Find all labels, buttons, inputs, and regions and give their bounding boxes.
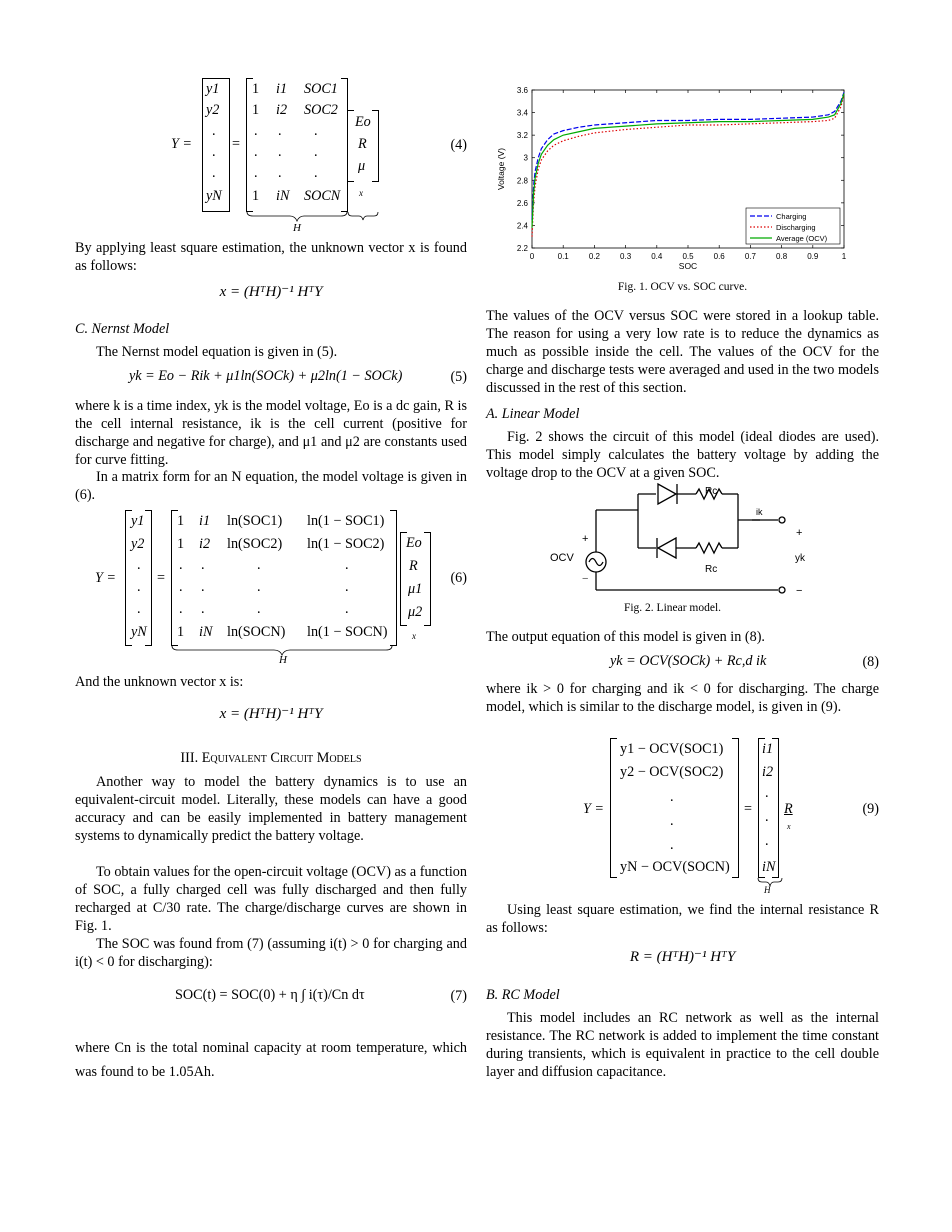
eq6-h-cell: . xyxy=(257,557,261,573)
y-tick-label: 3 xyxy=(523,153,528,163)
eq9-lhs: Y = xyxy=(583,801,605,817)
para-nernst: The Nernst model equation is given in (5). xyxy=(96,344,338,360)
equation-x-solution-2: x = (HᵀH)⁻¹ HᵀY xyxy=(219,706,323,722)
equation-8: yk = OCV(SOCk) + Rc,d ik xyxy=(610,653,767,669)
resistor-rd xyxy=(696,543,722,553)
eq6-h-cell: . xyxy=(201,557,205,573)
eq4-h-cell: . xyxy=(254,165,258,181)
x-tick-label: 1 xyxy=(841,252,847,261)
x-tick-label: 0.5 xyxy=(682,252,694,261)
terminal-top xyxy=(779,517,785,523)
eq9-h: . xyxy=(765,809,769,825)
equation-4 xyxy=(75,78,467,234)
label-plus-source: + xyxy=(582,533,589,545)
eq6-x-bracket-right xyxy=(424,532,431,626)
eq4-h-cell: 1 xyxy=(252,81,260,97)
eq6-h-cell: ln(1 − SOCN) xyxy=(307,624,388,640)
eq6-h-cell: . xyxy=(201,579,205,595)
eq8-number: (8) xyxy=(862,654,879,670)
label-ocv: OCV xyxy=(550,552,574,564)
para-ecm-intro: Another way to model the battery dynamics is to use an equivalent-circuit model. Literally, these models can have a good accuracy and can be easily implemented in battery management systems to dynamically predict the battery voltage. xyxy=(75,774,467,844)
fig1-ocv-soc-chart xyxy=(494,82,854,276)
eq6-h-cell: i1 xyxy=(199,513,211,529)
eq6-h-cell: . xyxy=(179,557,183,573)
fig2-linear-model-circuit xyxy=(546,482,816,600)
equation-7: SOC(t) = SOC(0) + η ∫ i(τ)/Cn dτ xyxy=(175,987,365,1003)
eq6-x: μ1 xyxy=(408,581,423,597)
x-axis-label: SOC xyxy=(678,261,698,271)
eq4-h-cell: . xyxy=(278,123,282,139)
eq9-y: . xyxy=(670,837,674,853)
fig1-caption: Fig. 1. OCV vs. SOC curve. xyxy=(617,281,748,293)
eq4-under-x: x xyxy=(359,188,363,198)
para-output-equation: The output equation of this model is given in (8). xyxy=(486,629,765,645)
eq6-y: . xyxy=(137,601,141,617)
eq9-y-bracket-left xyxy=(610,738,617,878)
eq9-h: i1 xyxy=(762,741,774,757)
eq4-y: yN xyxy=(206,188,222,204)
eq6-equals: = xyxy=(157,570,166,586)
eq4-number: (4) xyxy=(450,137,467,153)
legend-entry: Average (OCV) xyxy=(776,234,828,243)
eq4-h-cell: . xyxy=(254,144,258,160)
x-tick-label: 0.6 xyxy=(713,252,725,261)
eq4-x: μ xyxy=(358,158,366,174)
label-yk: yk xyxy=(795,553,805,564)
eq9-h: iN xyxy=(762,859,776,875)
eq6-h-cell: iN xyxy=(199,624,213,640)
label-rc: Rc xyxy=(705,486,718,497)
eq4-x: Eo xyxy=(355,114,371,130)
eq6-x: R xyxy=(409,558,418,574)
label-rd: Rc xyxy=(705,564,718,575)
eq4-lhs: Y = xyxy=(171,136,193,152)
legend-entry: Charging xyxy=(776,212,807,221)
eq4-h-cell: . xyxy=(314,165,318,181)
para-rc-model: This model includes an RC network as well as the internal resistance. The RC network is added to implement the time constant during transients, which is equivalent in practice to the cell double layer and diffusion capacitance. xyxy=(486,1010,879,1080)
y-tick-label: 3.4 xyxy=(516,108,528,118)
eq4-h-cell: i1 xyxy=(276,81,288,97)
ocv-source-wave xyxy=(589,559,603,566)
eq6-h-cell: i2 xyxy=(199,536,211,552)
eq4-h-cell: SOC2 xyxy=(304,102,338,118)
eq4-x-bracket-left xyxy=(347,110,354,182)
x-tick-label: 0.7 xyxy=(744,252,756,261)
x-tick-label: 0.2 xyxy=(588,252,600,261)
para-unknown-vector: And the unknown vector x is: xyxy=(75,674,244,690)
label-ik: ik xyxy=(756,507,763,517)
eq4-y: . xyxy=(212,165,216,181)
para-ik-charging: where ik > 0 for charging and ik < 0 for discharging. The charge model, which is similar to the discharge model, is given in (9). xyxy=(486,681,879,715)
eq9-y-bracket-right xyxy=(732,738,739,878)
x-tick-label: 0.8 xyxy=(776,252,788,261)
equation-9 xyxy=(486,738,879,898)
eq6-h-cell: ln(SOC1) xyxy=(227,513,283,529)
y-axis-label: Voltage (V) xyxy=(496,147,506,191)
eq4-x: R xyxy=(358,136,367,152)
eq4-h-cell: . xyxy=(314,123,318,139)
diode-bottom xyxy=(658,538,676,558)
eq4-under-h: H xyxy=(293,222,301,234)
eq4-h-cell: 1 xyxy=(252,102,260,118)
eq6-h-cell: ln(1 − SOC2) xyxy=(307,536,385,552)
eq4-h-cell: . xyxy=(278,144,282,160)
para-cn: where Cn is the total nominal capacity at room temperature, which was found to be 1.05Ah. xyxy=(75,1040,467,1080)
eq4-h-cell: . xyxy=(314,144,318,160)
x-tick-label: 0 xyxy=(529,252,535,261)
eq6-y: . xyxy=(137,557,141,573)
eq4-h-cell: . xyxy=(278,165,282,181)
eq9-y: y2 − OCV(SOC2) xyxy=(620,764,724,780)
section-heading-equivalent-circuit: III. Equivalent Circuit Models xyxy=(180,750,362,766)
y-tick-label: 3.6 xyxy=(516,86,528,95)
eq9-h: i2 xyxy=(762,764,774,780)
terminal-bottom xyxy=(779,587,785,593)
label-plus-output: + xyxy=(796,527,803,539)
equation-6 xyxy=(75,510,467,665)
para-where-k: where k is a time index, yk is the model voltage, Eo is a dc gain, R is the cell internal resistance, ik is the cell current (positive for discharge and negative for charge), and μ1 and μ2 are constants used for curve fitting. xyxy=(75,398,467,468)
eq6-h-cell: . xyxy=(179,579,183,595)
eq6-y: y2 xyxy=(131,536,145,552)
x-tick-label: 0.4 xyxy=(651,252,663,261)
eq9-under-x: x xyxy=(787,822,791,831)
para-least-square-1: By applying least square estimation, the unknown vector x is found as follows: xyxy=(75,240,467,274)
para-least-square-2: Using least square estimation, we find the internal resistance R as follows: xyxy=(486,902,879,936)
eq9-h-bracket-right xyxy=(772,738,779,878)
eq4-h-cell: SOC1 xyxy=(304,81,338,97)
y-tick-label: 2.6 xyxy=(516,198,528,208)
eq4-h-cell: 1 xyxy=(252,188,260,204)
eq4-h-cell: . xyxy=(254,123,258,139)
eq6-h-bracket-right xyxy=(390,510,397,646)
eq4-h-cell: SOCN xyxy=(304,188,341,204)
eq6-x: Eo xyxy=(406,535,422,551)
eq4-underbraces xyxy=(245,211,385,227)
eq9-underbrace xyxy=(756,877,786,887)
diode-top xyxy=(658,484,676,504)
x-tick-label: 0.9 xyxy=(807,252,819,261)
eq6-h-cell: 1 xyxy=(177,513,185,529)
eq9-y: yN − OCV(SOCN) xyxy=(620,859,730,875)
eq6-under-x: x xyxy=(412,631,416,641)
eq6-h-cell: . xyxy=(257,579,261,595)
label-minus-output: − xyxy=(796,585,803,597)
fig2-caption: Fig. 2. Linear model. xyxy=(623,602,722,614)
equation-r-solution: R = (HᵀH)⁻¹ HᵀY xyxy=(629,949,736,965)
eq6-lhs: Y = xyxy=(95,570,117,586)
eq4-y: y2 xyxy=(206,102,220,118)
para-soc-found: The SOC was found from (7) (assuming i(t) > 0 for charging and i(t) < 0 for discharging): xyxy=(75,936,467,970)
eq6-y: yN xyxy=(131,624,147,640)
equation-x-solution-1: x = (HᵀH)⁻¹ HᵀY xyxy=(219,284,323,300)
eq7-number: (7) xyxy=(450,988,467,1004)
para-matrix-form: In a matrix form for an N equation, the model voltage is given in (6). xyxy=(75,469,467,503)
eq9-y: . xyxy=(670,789,674,805)
eq6-h-cell: ln(SOC2) xyxy=(227,536,283,552)
eq9-y: . xyxy=(670,813,674,829)
eq6-h-cell: . xyxy=(345,579,349,595)
subsection-linear-model: A. Linear Model xyxy=(486,406,580,422)
eq9-h-bracket-left xyxy=(758,738,765,878)
eq9-rhs-r: R xyxy=(784,801,793,817)
eq9-h: . xyxy=(765,785,769,801)
eq4-equals: = xyxy=(232,136,241,152)
eq6-underbraces xyxy=(170,645,435,659)
eq9-y: y1 − OCV(SOC1) xyxy=(620,741,724,757)
eq6-x: μ2 xyxy=(408,604,423,620)
eq9-equals: = xyxy=(744,801,753,817)
eq4-y: y1 xyxy=(206,81,220,97)
eq4-h-cell: iN xyxy=(276,188,290,204)
y-tick-label: 3.2 xyxy=(516,131,528,141)
eq6-h-cell: ln(SOCN) xyxy=(227,624,286,640)
eq6-h-cell: . xyxy=(257,601,261,617)
x-tick-label: 0.3 xyxy=(620,252,632,261)
legend-entry: Discharging xyxy=(776,223,816,232)
para-linear-model: Fig. 2 shows the circuit of this model (ideal diodes are used). This model simply calculates the battery voltage by adding the voltage drop to the OCV at a given SOC. xyxy=(486,429,879,481)
eq6-y: . xyxy=(137,579,141,595)
para-ocv-lookup: The values of the OCV versus SOC were stored in a lookup table. The reason for using a very low rate is to reduce the dynamics as much as possible inside the cell. The values of the OCV for the charge and discharge tests were averaged and used in the two models discussed in the rest of this section. xyxy=(486,308,879,396)
eq6-h-cell: 1 xyxy=(177,536,185,552)
eq5-number: (5) xyxy=(450,369,467,385)
subsection-nernst-model: C. Nernst Model xyxy=(75,321,170,337)
eq6-under-h: H xyxy=(279,654,287,666)
eq6-number: (6) xyxy=(450,570,467,586)
subsection-rc-model: B. RC Model xyxy=(486,987,560,1003)
eq6-h-cell: . xyxy=(201,601,205,617)
eq6-y: y1 xyxy=(131,513,145,529)
label-minus-source: − xyxy=(582,573,589,585)
eq6-h-cell: . xyxy=(345,557,349,573)
eq6-h-cell: 1 xyxy=(177,624,185,640)
eq9-number: (9) xyxy=(862,801,879,817)
y-tick-label: 2.2 xyxy=(516,244,528,253)
eq6-h-cell: . xyxy=(345,601,349,617)
x-tick-label: 0.1 xyxy=(557,252,569,261)
y-tick-label: 2.8 xyxy=(516,176,528,186)
eq4-h-cell: i2 xyxy=(276,102,288,118)
eq4-y: . xyxy=(212,123,216,139)
para-ocv-test: To obtain values for the open-circuit voltage (OCV) as a function of SOC, a fully charged cell was fully discharged and then fully recharged at C/30 rate. The charge/discharge curves are shown in Fig. 1. xyxy=(75,864,467,934)
eq4-y: . xyxy=(212,144,216,160)
y-tick-label: 2.4 xyxy=(516,221,528,231)
eq9-h: . xyxy=(765,833,769,849)
eq6-h-cell: . xyxy=(179,601,183,617)
eq4-x-bracket-right xyxy=(372,110,379,182)
equation-5: yk = Eo − Rik + μ1ln(SOCk) + μ2ln(1 − SOCk) xyxy=(129,368,403,384)
eq6-h-cell: ln(1 − SOC1) xyxy=(307,513,385,529)
eq9-under-h: H xyxy=(764,885,771,895)
